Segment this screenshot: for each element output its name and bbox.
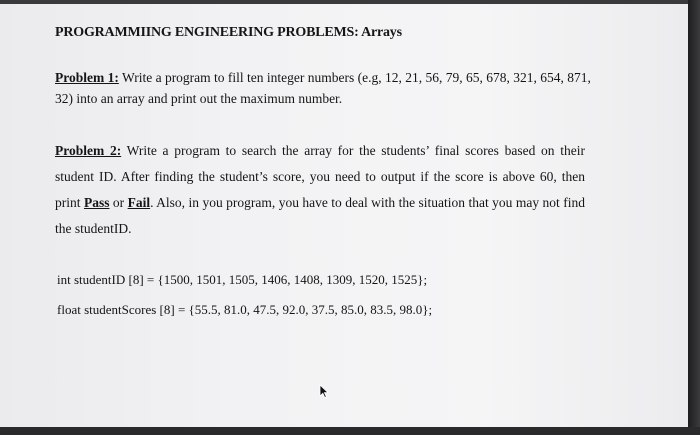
- fail-keyword: Fail: [127, 195, 151, 210]
- problem-2-text-a: Write a program to search the array for the students’ final scores based on their student ID. After finding the student’s score, you need to output if the score is above 60, then print: [55, 143, 585, 210]
- document-title: PROGRAMMIING ENGINEERING PROBLEMS: Arrays: [55, 25, 402, 40]
- student-id-array-line: int studentID [8] = {1500, 1501, 1505, 1406, 1408, 1309, 1520, 1525};: [57, 272, 428, 287]
- problem-2-text-c: . Also, in you program, you have to deal with the situation that you may not find the studentID.: [55, 195, 586, 236]
- mouse-pointer-icon: [319, 384, 329, 398]
- problem-2-paragraph: [55, 138, 585, 242]
- problem-2-label: Problem 2:: [55, 143, 122, 158]
- student-scores-array-line: float studentScores [8] = {55.5, 81.0, 47.5, 92.0, 37.5, 85.0, 83.5, 98.0};: [57, 302, 433, 317]
- problem-1-text: Write a program to fill ten integer numbers (e.g, 12, 21, 56, 79, 65, 678, 321, 654, 871, 32) into an array and print out the maximum number.: [55, 70, 591, 106]
- problem-1-paragraph: [55, 67, 600, 109]
- problem-2-text-b: or: [109, 195, 128, 210]
- monitor-bezel-right: [688, 0, 700, 435]
- monitor-bezel-bottom: [0, 427, 700, 435]
- screen: [0, 4, 688, 427]
- pass-keyword: Pass: [83, 195, 110, 210]
- problem-1-label: Problem 1:: [55, 70, 119, 85]
